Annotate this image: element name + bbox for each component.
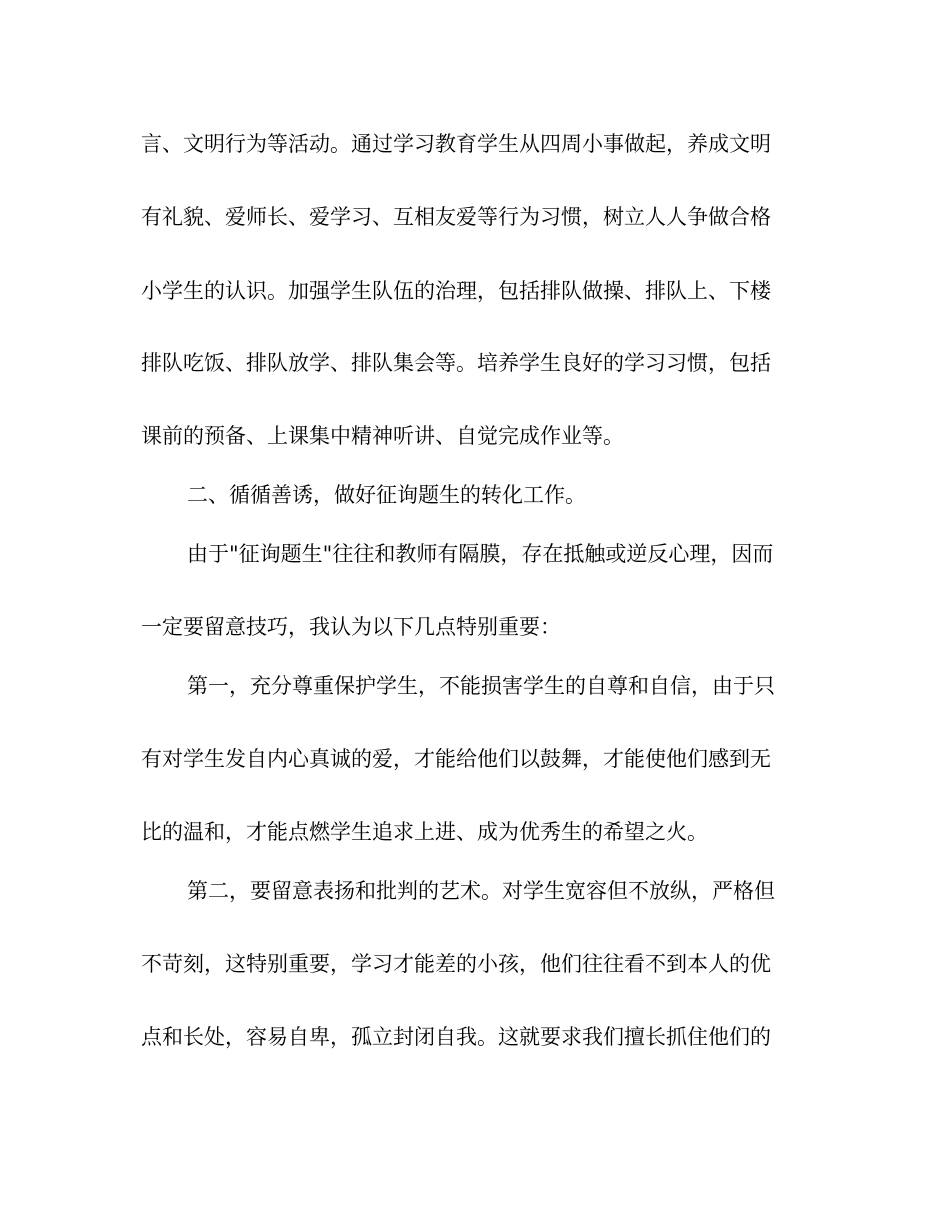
text-line: 第一，充分尊重保护学生，不能损害学生的自尊和自信，由于只 (187, 674, 775, 698)
section-heading: 二、循循善诱，做好征询题生的转化工作。 (187, 483, 586, 507)
text-line: 有礼貌、爱师长、爱学习、互相友爱等行为习惯，树立人人争做合格 (141, 205, 771, 229)
text-line: 言、文明行为等活动。通过学习教育学生从四周小事做起，养成文明 (141, 132, 771, 156)
text-line: 课前的预备、上课集中精神听讲、自觉完成作业等。 (141, 424, 624, 448)
text-line: 第二，要留意表扬和批判的艺术。对学生宽容但不放纵，严格但 (187, 879, 775, 903)
text-line: 点和长处，容易自卑，孤立封闭自我。这就要求我们擅长抓住他们的 (141, 1025, 771, 1049)
text-line: 小学生的认识。加强学生队伍的治理，包括排队做操、排队上、下楼 (141, 279, 771, 303)
text-line: 由于"征询题生"往往和教师有隔膜，存在抵触或逆反心理，因而 (187, 542, 774, 566)
text-line: 不苛刻，这特别重要，学习才能差的小孩，他们往往看不到本人的优 (141, 952, 771, 976)
text-line: 一定要留意技巧，我认为以下几点特别重要： (141, 615, 561, 639)
text-line: 比的温和，才能点燃学生追求上进、成为优秀生的希望之火。 (141, 820, 708, 844)
text-line: 排队吃饭、排队放学、排队集会等。培养学生良好的学习习惯，包括 (141, 351, 771, 375)
text-line: 有对学生发自内心真诚的爱，才能给他们以鼓舞，才能使他们感到无 (141, 747, 771, 771)
